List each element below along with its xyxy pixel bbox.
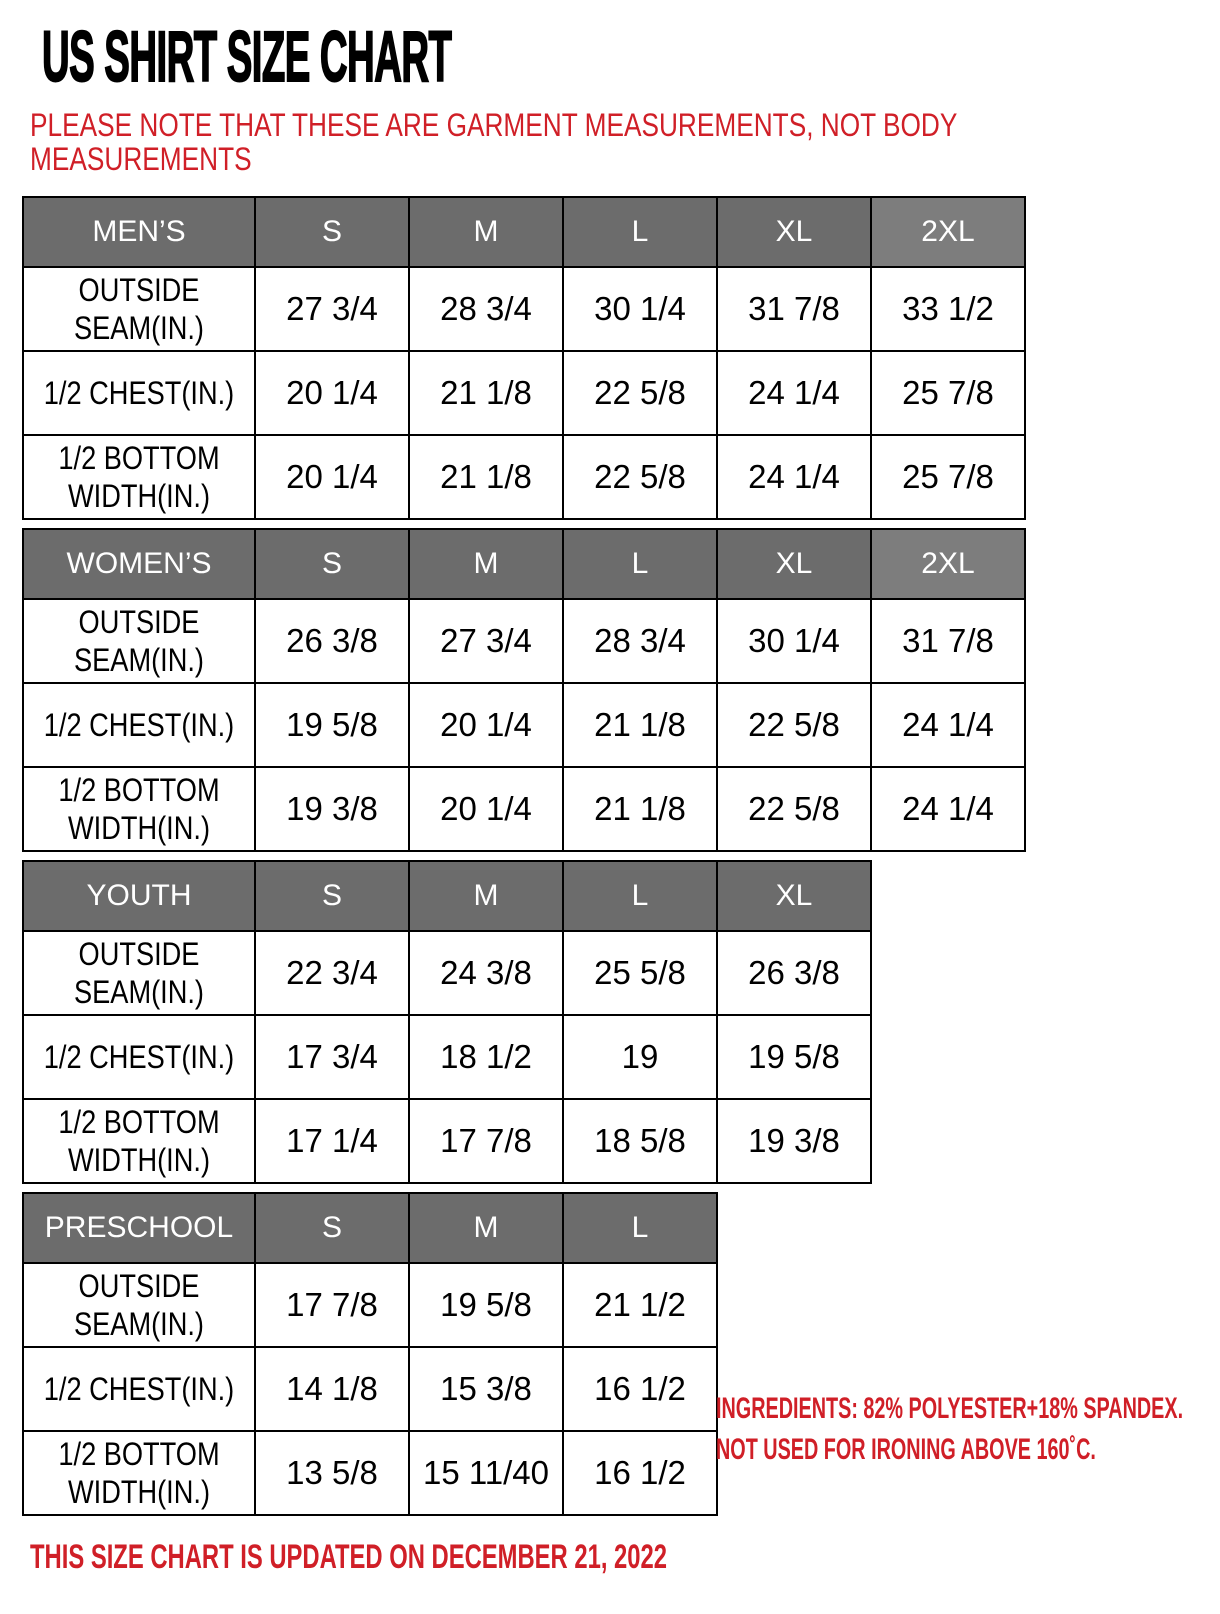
row-label-line: OUTSIDE [78, 272, 200, 308]
preschool-header-row [23, 1193, 717, 1263]
preschool-size-table [22, 1192, 718, 1516]
ingredients-line: NOT USED FOR IRONING ABOVE 160˚C. [716, 1433, 1096, 1466]
row-label-text [41, 1370, 237, 1408]
note-line: MEASUREMENTS [30, 141, 252, 177]
womens-size-col-header: M [409, 529, 563, 599]
preschool-size-col-header: L [563, 1193, 717, 1263]
size-value: 24 1/4 [871, 683, 1025, 767]
row-label-text [41, 439, 237, 515]
mens-measurement-row [23, 351, 1025, 435]
size-value: 21 1/8 [563, 767, 717, 851]
mens-size-table [22, 196, 1026, 520]
size-value: 22 5/8 [563, 351, 717, 435]
row-label [23, 351, 255, 435]
page-title: US SHIRT SIZE CHART [42, 18, 452, 97]
size-value: 21 1/2 [563, 1263, 717, 1347]
row-label-text [41, 706, 237, 744]
row-label-line: 1/2 BOTTOM [58, 1436, 220, 1472]
mens-measurement-row [23, 435, 1025, 519]
row-label-line: WIDTH(IN.) [67, 1474, 211, 1510]
row-label-line: WIDTH(IN.) [67, 478, 211, 514]
youth-size-col-header: S [255, 861, 409, 931]
size-value: 25 7/8 [871, 351, 1025, 435]
youth-measurement-row [23, 1099, 871, 1183]
row-label-line: 1/2 CHEST(IN.) [43, 1371, 235, 1407]
size-value: 24 3/8 [409, 931, 563, 1015]
size-value: 24 1/4 [717, 351, 871, 435]
size-value: 20 1/4 [409, 683, 563, 767]
size-value: 14 1/8 [255, 1347, 409, 1431]
row-label-line: SEAM(IN.) [74, 310, 204, 346]
mens-header-row [23, 197, 1025, 267]
size-value: 33 1/2 [871, 267, 1025, 351]
size-value: 19 5/8 [255, 683, 409, 767]
preschool-measurement-row [23, 1347, 717, 1431]
row-label-line: 1/2 CHEST(IN.) [43, 1039, 235, 1075]
size-value: 28 3/4 [409, 267, 563, 351]
size-value: 30 1/4 [563, 267, 717, 351]
row-label [23, 683, 255, 767]
garment-measurements-note [30, 108, 1006, 176]
size-value: 19 3/8 [255, 767, 409, 851]
size-value: 22 5/8 [563, 435, 717, 519]
size-value: 24 1/4 [871, 767, 1025, 851]
row-label [23, 1099, 255, 1183]
youth-size-col-header: XL [717, 861, 871, 931]
size-value: 25 5/8 [563, 931, 717, 1015]
row-label-line: 1/2 BOTTOM [58, 1104, 220, 1140]
row-label-text [41, 1435, 237, 1511]
size-value: 19 3/8 [717, 1099, 871, 1183]
size-value: 17 1/4 [255, 1099, 409, 1183]
row-label-text [41, 1038, 237, 1076]
row-label-text [41, 1267, 237, 1343]
youth-header-row [23, 861, 871, 931]
womens-header-row [23, 529, 1025, 599]
mens-size-col-header: XL [717, 197, 871, 267]
row-label-line: 1/2 BOTTOM [58, 772, 220, 808]
youth-measurement-row [23, 1015, 871, 1099]
mens-size-col-header: L [563, 197, 717, 267]
womens-measurement-row [23, 683, 1025, 767]
row-label-line: SEAM(IN.) [74, 1306, 204, 1342]
row-label [23, 1015, 255, 1099]
size-value: 27 3/4 [255, 267, 409, 351]
womens-size-table [22, 528, 1026, 852]
size-value: 19 [563, 1015, 717, 1099]
row-label-text [41, 771, 237, 847]
size-value: 13 5/8 [255, 1431, 409, 1515]
size-value: 21 1/8 [409, 351, 563, 435]
size-value: 16 1/2 [563, 1431, 717, 1515]
size-value: 16 1/2 [563, 1347, 717, 1431]
size-value: 18 1/2 [409, 1015, 563, 1099]
size-value: 25 7/8 [871, 435, 1025, 519]
size-tables-section [22, 196, 1220, 1516]
row-label-text [41, 271, 237, 347]
row-label [23, 599, 255, 683]
size-value: 19 5/8 [409, 1263, 563, 1347]
womens-size-col-header: S [255, 529, 409, 599]
size-value: 22 5/8 [717, 683, 871, 767]
row-label [23, 931, 255, 1015]
row-label-line: OUTSIDE [78, 936, 200, 972]
row-label-line: WIDTH(IN.) [67, 810, 211, 846]
size-value: 21 1/8 [409, 435, 563, 519]
ingredients-note [716, 1388, 1183, 1470]
preschool-size-col-header: M [409, 1193, 563, 1263]
size-value: 18 5/8 [563, 1099, 717, 1183]
size-value: 20 1/4 [255, 351, 409, 435]
mens-size-col-header: S [255, 197, 409, 267]
size-value: 27 3/4 [409, 599, 563, 683]
size-value: 17 3/4 [255, 1015, 409, 1099]
size-value: 19 5/8 [717, 1015, 871, 1099]
size-value: 30 1/4 [717, 599, 871, 683]
mens-group-header: MEN’S [23, 197, 255, 267]
preschool-measurement-row [23, 1431, 717, 1515]
row-label-text [41, 935, 237, 1011]
size-value: 17 7/8 [409, 1099, 563, 1183]
youth-group-header: YOUTH [23, 861, 255, 931]
size-value: 31 7/8 [717, 267, 871, 351]
size-value: 21 1/8 [563, 683, 717, 767]
row-label [23, 1431, 255, 1515]
size-value: 26 3/8 [255, 599, 409, 683]
ingredients-line: INGREDIENTS: 82% POLYESTER+18% SPANDEX. [716, 1392, 1184, 1425]
womens-measurement-row [23, 767, 1025, 851]
row-label-line: 1/2 CHEST(IN.) [43, 375, 235, 411]
row-label-line: SEAM(IN.) [74, 642, 204, 678]
size-value: 17 7/8 [255, 1263, 409, 1347]
youth-size-col-header: L [563, 861, 717, 931]
size-value: 22 5/8 [717, 767, 871, 851]
womens-size-col-header: L [563, 529, 717, 599]
footer-update-note: THIS SIZE CHART IS UPDATED ON DECEMBER 21, 2022 [30, 1538, 667, 1576]
row-label [23, 435, 255, 519]
size-value: 20 1/4 [409, 767, 563, 851]
preschool-size-col-header: S [255, 1193, 409, 1263]
preschool-measurement-row [23, 1263, 717, 1347]
row-label-line: WIDTH(IN.) [67, 1142, 211, 1178]
mens-measurement-row [23, 267, 1025, 351]
size-value: 31 7/8 [871, 599, 1025, 683]
size-value: 15 11/40 [409, 1431, 563, 1515]
womens-measurement-row [23, 599, 1025, 683]
size-value: 20 1/4 [255, 435, 409, 519]
youth-size-col-header: M [409, 861, 563, 931]
row-label [23, 767, 255, 851]
preschool-group-header: PRESCHOOL [23, 1193, 255, 1263]
row-label-text [41, 374, 237, 412]
size-value: 24 1/4 [717, 435, 871, 519]
row-label-text [41, 603, 237, 679]
row-label-line: 1/2 CHEST(IN.) [43, 707, 235, 743]
size-value: 28 3/4 [563, 599, 717, 683]
row-label-line: 1/2 BOTTOM [58, 440, 220, 476]
womens-group-header: WOMEN’S [23, 529, 255, 599]
womens-size-col-header: XL [717, 529, 871, 599]
row-label-text [41, 1103, 237, 1179]
youth-size-table [22, 860, 872, 1184]
mens-size-col-header: 2XL [871, 197, 1025, 267]
note-line: PLEASE NOTE THAT THESE ARE GARMENT MEASUREMENTS, NOT BODY [30, 107, 958, 143]
size-value: 22 3/4 [255, 931, 409, 1015]
womens-size-col-header: 2XL [871, 529, 1025, 599]
size-value: 26 3/8 [717, 931, 871, 1015]
mens-size-col-header: M [409, 197, 563, 267]
row-label [23, 1347, 255, 1431]
youth-measurement-row [23, 931, 871, 1015]
row-label-line: OUTSIDE [78, 1268, 200, 1304]
size-value: 15 3/8 [409, 1347, 563, 1431]
row-label-line: OUTSIDE [78, 604, 200, 640]
row-label [23, 1263, 255, 1347]
row-label-line: SEAM(IN.) [74, 974, 204, 1010]
row-label [23, 267, 255, 351]
